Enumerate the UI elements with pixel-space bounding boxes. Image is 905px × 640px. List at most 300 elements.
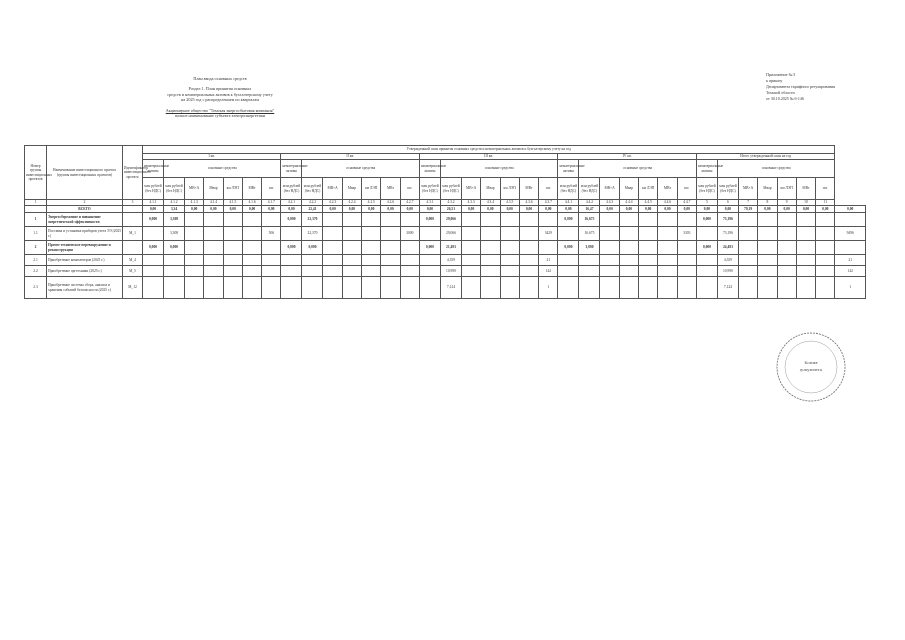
row-value-cell <box>185 227 204 241</box>
row-number: 2.1 <box>25 255 47 266</box>
row-value-cell <box>381 266 400 277</box>
row-project-name: Приобретение оргтехники (2025 г.) <box>47 266 123 277</box>
row-value-cell <box>639 227 658 241</box>
row-value-cell <box>342 241 361 255</box>
row-value-cell <box>777 277 796 299</box>
row-value-cell <box>461 277 480 299</box>
row-project-name: Поставка и установка приборов учета ЭЭ (2025 г.) <box>47 227 123 241</box>
row-value-cell <box>242 213 261 227</box>
row-project-name: ВСЕГО <box>47 206 123 213</box>
header-fixed-assets: основные средства <box>164 160 281 178</box>
row-value-cell <box>816 241 835 255</box>
row-value-cell <box>281 266 302 277</box>
column-number: 4.4.6 <box>658 200 677 206</box>
row-value-cell: 73,196 <box>717 227 738 241</box>
row-value-cell <box>204 241 223 255</box>
row-value-cell: 0,00 <box>242 206 261 213</box>
header-unit-rub: млн рублей (без НДС) <box>281 178 302 200</box>
row-value-cell <box>400 213 419 227</box>
row-value-cell <box>143 277 164 299</box>
row-value-cell <box>223 227 242 241</box>
row-value-cell: 73,196 <box>717 213 738 227</box>
column-number: 4.3.2 <box>440 200 461 206</box>
header-unit-pcs: шт. <box>262 178 281 200</box>
column-number: 4.1.6 <box>242 200 261 206</box>
row-value-cell <box>461 241 480 255</box>
header-unit-mva: МВ×А <box>185 178 204 200</box>
row-value-cell <box>185 241 204 255</box>
row-value-cell: 0,00 <box>519 206 538 213</box>
row-value-cell <box>381 241 400 255</box>
row-value-cell <box>738 213 757 227</box>
organization-caption: полное наименование субъекта электроэнергетики <box>174 113 266 119</box>
row-value-cell <box>302 255 323 266</box>
document-title: План ввода основных средств <box>193 76 247 81</box>
column-number: 10 <box>796 200 815 206</box>
row-value-cell <box>600 241 619 255</box>
row-value-cell <box>381 255 400 266</box>
row-value-cell <box>816 266 835 277</box>
row-value-cell: 1 <box>539 277 558 299</box>
column-number: 9 <box>777 200 796 206</box>
header-fixed-assets: основные средства <box>440 160 557 178</box>
row-value-cell: 0,000 <box>302 241 323 255</box>
row-value-cell <box>362 277 381 299</box>
row-value-cell <box>639 277 658 299</box>
row-value-cell <box>419 277 440 299</box>
table-row <box>25 241 866 255</box>
row-value-cell <box>579 277 600 299</box>
row-value-cell: 0,000 <box>281 241 302 255</box>
row-value-cell <box>796 255 815 266</box>
header-unit-km: км ЛЭП <box>777 178 796 200</box>
organization-name: Акционерное общество "Томская энергосбытовая компания" <box>165 107 275 113</box>
row-value-cell <box>519 227 538 241</box>
row-value-cell: 0,00 <box>381 206 400 213</box>
row-number: 2.2 <box>25 266 47 277</box>
column-number: 8 <box>758 200 777 206</box>
row-value-cell: 0,00 <box>677 206 696 213</box>
header-unit-mw: МВт <box>796 178 815 200</box>
row-project-name: Энергосбережение и повышение энергетической эффективности <box>47 213 123 227</box>
row-value-cell <box>164 277 185 299</box>
row-value-cell <box>500 266 519 277</box>
row-value-cell <box>143 266 164 277</box>
row-value-cell: 0,00 <box>600 206 619 213</box>
row-value-cell <box>558 266 579 277</box>
row-value-cell <box>419 227 440 241</box>
row-value-cell: 0,00 <box>143 206 164 213</box>
header-unit-mvar: Мвар <box>204 178 223 200</box>
row-value-cell: 22,370 <box>302 227 323 241</box>
row-value-cell: 0,00 <box>461 206 480 213</box>
header-project-id: Идентификатор инвестиционного проекта <box>123 146 143 200</box>
row-value-cell <box>658 241 677 255</box>
row-value-cell: 24,493 <box>717 241 738 255</box>
row-value-cell <box>143 227 164 241</box>
header-unit-mva: МВ×А <box>323 178 342 200</box>
row-value-cell <box>558 227 579 241</box>
row-project-id: M_5 <box>123 266 143 277</box>
row-value-cell <box>323 227 342 241</box>
row-value-cell <box>381 277 400 299</box>
row-value-cell: 0,000 <box>558 241 579 255</box>
row-value-cell <box>242 266 261 277</box>
header-unit-rub: млн рублей (без НДС) <box>164 178 185 200</box>
header-quarter: IV кв. <box>558 154 696 160</box>
row-value-cell: 16,675 <box>579 227 600 241</box>
row-value-cell <box>500 213 519 227</box>
row-value-cell <box>777 241 796 255</box>
row-project-name: Приобретение системы сбора, анализа и хранения событий безопасности (2025 г.) <box>47 277 123 299</box>
header-quarter: III кв. <box>419 154 557 160</box>
row-value-cell <box>281 277 302 299</box>
row-value-cell <box>696 266 717 277</box>
row-project-id: M_1 <box>123 227 143 241</box>
row-value-cell <box>796 266 815 277</box>
header-unit-rub: млн рублей (без НДС) <box>717 178 738 200</box>
header-unit-rub: млн рублей (без НДС) <box>579 178 600 200</box>
row-value-cell <box>461 266 480 277</box>
row-value-cell: 4,359 <box>717 255 738 266</box>
investment-plan-table <box>24 145 866 299</box>
section-subtitle: средств и нематериальных активов к бухгалтерскому учету <box>167 91 273 97</box>
header-unit-pcs: шт. <box>400 178 419 200</box>
row-value-cell <box>262 277 281 299</box>
row-value-cell <box>696 227 717 241</box>
header-unit-mw: МВт <box>519 178 538 200</box>
row-value-cell <box>164 255 185 266</box>
row-value-cell <box>758 266 777 277</box>
header-fixed-assets: основные средства <box>717 160 834 178</box>
row-value-cell <box>461 213 480 227</box>
row-value-cell <box>185 266 204 277</box>
row-value-cell: 10,990 <box>440 266 461 277</box>
row-value-cell: 0,00 <box>400 206 419 213</box>
row-value-cell: 0,00 <box>362 206 381 213</box>
row-value-cell <box>400 277 419 299</box>
header-unit-km: км ЛЭП <box>223 178 242 200</box>
row-value-cell: 142 <box>835 266 866 277</box>
row-value-cell <box>677 277 696 299</box>
row-value-cell <box>204 277 223 299</box>
row-value-cell <box>381 227 400 241</box>
column-number: 4.1.7 <box>262 200 281 206</box>
table-row <box>25 266 866 277</box>
header-fixed-assets: основные средства <box>302 160 419 178</box>
row-value-cell <box>204 227 223 241</box>
approval-line: Приложение № 5 <box>766 72 796 77</box>
row-value-cell <box>342 255 361 266</box>
document-title-block <box>120 76 320 118</box>
row-value-cell <box>600 255 619 266</box>
header-unit-pcs: шт. <box>677 178 696 200</box>
row-value-cell <box>323 277 342 299</box>
row-value-cell <box>519 277 538 299</box>
row-value-cell <box>323 213 342 227</box>
header-intangible-assets: нематериальные активы <box>419 160 440 178</box>
header-unit-mw: МВт <box>381 178 400 200</box>
section-title: Раздел 1. План принятия основных <box>188 86 252 92</box>
column-number: 4.4.3 <box>600 200 619 206</box>
column-number: 4.3.7 <box>539 200 558 206</box>
row-value-cell: 3,000 <box>579 241 600 255</box>
column-number: 4.2.2 <box>302 200 323 206</box>
row-value-cell: 22,41 <box>302 206 323 213</box>
row-value-cell <box>796 277 815 299</box>
row-value-cell <box>342 213 361 227</box>
column-number: 4.1.3 <box>185 200 204 206</box>
row-value-cell: 0,00 <box>262 206 281 213</box>
column-number: 4.2.3 <box>323 200 342 206</box>
row-value-cell: 22,370 <box>302 213 323 227</box>
row-value-cell <box>677 213 696 227</box>
row-value-cell <box>619 213 638 227</box>
row-value-cell <box>658 266 677 277</box>
row-value-cell <box>796 227 815 241</box>
row-value-cell <box>185 213 204 227</box>
row-value-cell: 0,00 <box>717 206 738 213</box>
header-unit-mva: МВ×А <box>461 178 480 200</box>
row-project-id <box>123 213 143 227</box>
header-unit-km: км ЛЭП <box>639 178 658 200</box>
row-value-cell <box>143 255 164 266</box>
row-value-cell <box>204 255 223 266</box>
row-value-cell <box>738 255 757 266</box>
header-intangible-assets: нематериальные активы <box>696 160 717 178</box>
row-value-cell: 3,34 <box>164 206 185 213</box>
row-value-cell <box>600 277 619 299</box>
row-project-id <box>123 241 143 255</box>
row-value-cell <box>342 266 361 277</box>
column-number: 4.4.1 <box>558 200 579 206</box>
row-value-cell <box>500 241 519 255</box>
header-unit-pcs: шт. <box>816 178 835 200</box>
row-value-cell <box>381 213 400 227</box>
row-value-cell <box>758 255 777 266</box>
column-number: 4.1.5 <box>223 200 242 206</box>
column-number: 4.4.5 <box>639 200 658 206</box>
header-annual-plan: Утвержденный план принятия основных средств и нематериальных активов к бухгалтерскому учету на год <box>143 146 835 154</box>
row-value-cell: 3429 <box>539 227 558 241</box>
row-value-cell: 0,00 <box>185 206 204 213</box>
row-value-cell: 7,124 <box>717 277 738 299</box>
row-value-cell <box>639 255 658 266</box>
row-value-cell <box>185 255 204 266</box>
row-value-cell <box>758 227 777 241</box>
row-project-name: Прочее техническое перевооружение и реконструкция <box>47 241 123 255</box>
row-value-cell <box>558 277 579 299</box>
row-value-cell <box>342 227 361 241</box>
official-stamp-seal <box>774 330 848 404</box>
row-value-cell <box>302 266 323 277</box>
header-unit-pcs: шт. <box>539 178 558 200</box>
row-value-cell <box>461 227 480 241</box>
row-value-cell <box>223 213 242 227</box>
row-value-cell <box>619 227 638 241</box>
row-value-cell <box>242 255 261 266</box>
row-value-cell <box>185 277 204 299</box>
row-value-cell: 16,47 <box>579 206 600 213</box>
header-unit-mvar: Мвар <box>481 178 500 200</box>
column-number: 5 <box>696 200 717 206</box>
row-value-cell <box>500 277 519 299</box>
column-number: 4.3.5 <box>500 200 519 206</box>
table-row <box>25 206 866 213</box>
row-number: 2 <box>25 241 47 255</box>
row-value-cell: 0,000 <box>696 213 717 227</box>
approval-line: Департамента тарифного регулирования <box>766 84 836 89</box>
header-intangible-assets: нематериальные активы <box>143 160 164 178</box>
row-value-cell <box>362 227 381 241</box>
header-unit-mw: МВт <box>658 178 677 200</box>
row-value-cell: 0,00 <box>204 206 223 213</box>
approval-block <box>766 72 896 102</box>
row-value-cell <box>738 266 757 277</box>
row-value-cell: 0,00 <box>816 206 835 213</box>
column-number: 4.1.4 <box>204 200 223 206</box>
row-value-cell <box>639 241 658 255</box>
row-value-cell <box>419 255 440 266</box>
row-value-cell <box>281 255 302 266</box>
row-value-cell <box>677 255 696 266</box>
row-project-name: Приобретение компьютеров (2025 г.) <box>47 255 123 266</box>
row-value-cell <box>400 241 419 255</box>
row-value-cell <box>519 266 538 277</box>
row-value-cell <box>419 266 440 277</box>
row-value-cell: 29,066 <box>440 213 461 227</box>
column-number: 7 <box>738 200 757 206</box>
row-value-cell: 0,00 <box>696 206 717 213</box>
header-unit-mvar: Мвар <box>342 178 361 200</box>
row-value-cell <box>204 266 223 277</box>
svg-text:Копия: Копия <box>804 360 818 365</box>
table-row <box>25 255 866 266</box>
row-value-cell <box>281 227 302 241</box>
column-number: 6 <box>717 200 738 206</box>
row-value-cell <box>758 277 777 299</box>
approval-line: от 30.10.2025 № 6-146 <box>766 96 804 101</box>
row-value-cell <box>302 277 323 299</box>
header-project-name: Наименование инвестиционного проекта (группы инвестиционных проектов) <box>47 146 123 200</box>
table-row <box>25 213 866 227</box>
row-value-cell <box>758 213 777 227</box>
row-value-cell <box>777 213 796 227</box>
row-value-cell: 26,51 <box>440 206 461 213</box>
row-value-cell: 0,000 <box>696 241 717 255</box>
column-number: 3 <box>123 200 143 206</box>
row-project-id: M_12 <box>123 277 143 299</box>
row-value-cell: 21 <box>539 255 558 266</box>
row-value-cell: 0,00 <box>796 206 815 213</box>
row-value-cell <box>777 255 796 266</box>
row-value-cell <box>738 227 757 241</box>
row-value-cell <box>738 241 757 255</box>
row-value-cell: 21 <box>835 255 866 266</box>
row-number: 1.1 <box>25 227 47 241</box>
column-number: 4.4.4 <box>619 200 638 206</box>
row-value-cell <box>400 255 419 266</box>
row-value-cell <box>558 255 579 266</box>
row-value-cell: 0,00 <box>558 206 579 213</box>
row-value-cell <box>658 255 677 266</box>
row-value-cell: 142 <box>539 266 558 277</box>
row-value-cell: 79,19 <box>738 206 757 213</box>
row-value-cell: 0,000 <box>281 213 302 227</box>
column-number: 4.3.1 <box>419 200 440 206</box>
row-value-cell: 0,000 <box>558 213 579 227</box>
header-quarter: I кв. <box>143 154 281 160</box>
row-value-cell <box>619 255 638 266</box>
column-number: 4.3.6 <box>519 200 538 206</box>
header-unit-rub: млн рублей (без НДС) <box>143 178 164 200</box>
header-unit-mw: МВт <box>242 178 261 200</box>
row-value-cell <box>164 266 185 277</box>
column-number: 2 <box>47 200 123 206</box>
row-value-cell <box>796 213 815 227</box>
header-unit-rub: млн рублей (без НДС) <box>696 178 717 200</box>
header-unit-mva: МВ×А <box>738 178 757 200</box>
column-number: 4.3.4 <box>481 200 500 206</box>
row-value-cell <box>758 241 777 255</box>
row-value-cell <box>242 277 261 299</box>
column-number: 4.3.3 <box>461 200 480 206</box>
column-number: 4.4.7 <box>677 200 696 206</box>
row-value-cell <box>816 227 835 241</box>
column-number: 4.2.5 <box>362 200 381 206</box>
row-value-cell: 1 <box>835 277 866 299</box>
column-number: 4.2.4 <box>342 200 361 206</box>
row-value-cell: 7,124 <box>440 277 461 299</box>
row-value-cell <box>481 266 500 277</box>
row-value-cell <box>639 213 658 227</box>
row-value-cell: 29,066 <box>440 227 461 241</box>
row-value-cell: 0,00 <box>323 206 342 213</box>
header-year-total: Итого утвержденный план на год <box>696 154 834 160</box>
row-value-cell <box>600 227 619 241</box>
row-value-cell <box>600 266 619 277</box>
row-value-cell: 0,00 <box>281 206 302 213</box>
row-value-cell: 0,000 <box>419 213 440 227</box>
row-value-cell <box>658 213 677 227</box>
header-unit-rub: млн рублей (без НДС) <box>419 178 440 200</box>
row-value-cell <box>816 277 835 299</box>
column-number: 4.2.6 <box>381 200 400 206</box>
row-number: 2.3 <box>25 277 47 299</box>
column-number: 4.2.1 <box>281 200 302 206</box>
row-value-cell <box>223 255 242 266</box>
row-value-cell <box>323 241 342 255</box>
row-value-cell <box>639 266 658 277</box>
row-value-cell <box>696 255 717 266</box>
row-value-cell <box>579 255 600 266</box>
header-unit-mva: МВ×А <box>600 178 619 200</box>
row-value-cell <box>600 213 619 227</box>
row-value-cell: 0,00 <box>639 206 658 213</box>
row-value-cell <box>619 277 638 299</box>
row-value-cell <box>696 277 717 299</box>
row-value-cell: 4,359 <box>440 255 461 266</box>
header-unit-km: км ЛЭП <box>500 178 519 200</box>
row-value-cell: 0,00 <box>777 206 796 213</box>
row-value-cell <box>816 255 835 266</box>
row-value-cell: 10,990 <box>717 266 738 277</box>
row-value-cell <box>481 227 500 241</box>
column-number: 11 <box>816 200 835 206</box>
row-value-cell <box>242 241 261 255</box>
row-value-cell <box>677 266 696 277</box>
header-unit-mvar: Мвар <box>619 178 638 200</box>
